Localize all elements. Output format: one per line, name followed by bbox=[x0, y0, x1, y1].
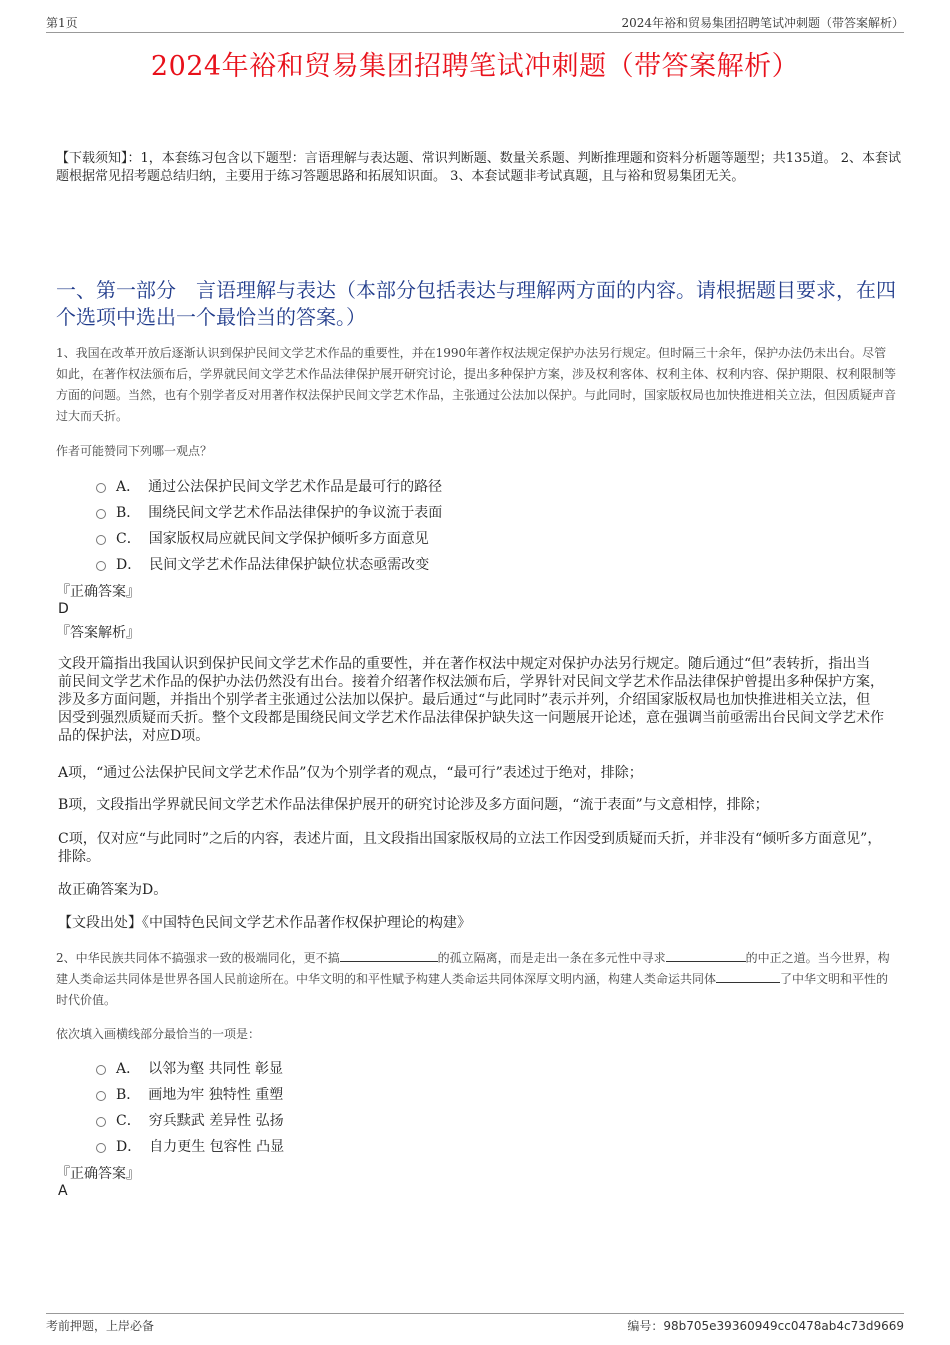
radio-icon[interactable] bbox=[96, 483, 106, 493]
question-2-option-a[interactable]: A． 以邻为壑 共同性 彰显 bbox=[96, 1055, 284, 1081]
blank-2 bbox=[666, 949, 746, 962]
section-heading: 一、第一部分 言语理解与表达（本部分包括表达与理解两方面的内容。请根据题目要求，在四个选项中选出一个最恰当的答案。） bbox=[56, 278, 896, 329]
option-a-note: A项，“通过公法保护民间文学艺术作品”仅为个别学者的观点，“最可行”表述过于绝对，排除； bbox=[58, 765, 643, 781]
page-number: 第1页 bbox=[46, 16, 78, 30]
question-2-option-d[interactable]: D． 自力更生 包容性 凸显 bbox=[96, 1133, 284, 1159]
blank-3 bbox=[716, 970, 780, 983]
answer-value: A bbox=[58, 1183, 68, 1199]
radio-icon[interactable] bbox=[96, 1143, 106, 1153]
question-2-option-c[interactable]: C． 穷兵黩武 差异性 弘扬 bbox=[96, 1107, 284, 1133]
question-1-option-b[interactable]: B． 围绕民间文学艺术作品法律保护的争议流于表面 bbox=[96, 499, 442, 525]
conclusion: 故正确答案为D。 bbox=[58, 882, 168, 898]
header-doc-title: 2024年裕和贸易集团招聘笔试冲刺题（带答案解析） bbox=[621, 16, 904, 30]
question-1-options bbox=[96, 473, 442, 577]
radio-icon[interactable] bbox=[96, 1091, 106, 1101]
blank-1 bbox=[340, 949, 438, 962]
question-2-options bbox=[96, 1055, 284, 1159]
download-notice: 【下载须知】：1，本套练习包含以下题型：言语理解与表达题、常识判断题、数量关系题、判断推理题和资料分析题等题型；共135道。 2、本套试题根据常见招考题总结归纳，主要用于练习答题思路和拓展知识面。 3、本套试题非考试真题，且与裕和贸易集团无关。 bbox=[56, 151, 901, 184]
radio-icon[interactable] bbox=[96, 1065, 106, 1075]
radio-icon[interactable] bbox=[96, 561, 106, 571]
question-1-option-c[interactable]: C． 国家版权局应就民间文学保护倾听多方面意见 bbox=[96, 525, 442, 551]
question-2-prompt: 依次填入画横线部分最恰当的一项是： bbox=[56, 1027, 261, 1041]
radio-icon[interactable] bbox=[96, 535, 106, 545]
answer-label: 『正确答案』 bbox=[56, 1166, 140, 1182]
page-header bbox=[46, 14, 904, 33]
question-2-stem: 2、中华民族共同体不搞强求一致的极端同化，更不搞 的孤立隔离，而是走出一条在多元性中寻求 的中正之道。当今世界，构建人类命运共同体是世界各国人民前途所在。中华文明的和平性赋予构建人类命运共同体深厚文明内涵，构建人类命运共同体 了中华文明和平性的时代价值。 bbox=[56, 951, 890, 1007]
question-2-option-b[interactable]: B． 画地为牢 独特性 重塑 bbox=[96, 1081, 284, 1107]
answer-value: D bbox=[58, 601, 69, 617]
question-1-option-a[interactable]: A． 通过公法保护民间文学艺术作品是最可行的路径 bbox=[96, 473, 442, 499]
radio-icon[interactable] bbox=[96, 509, 106, 519]
radio-icon[interactable] bbox=[96, 1117, 106, 1127]
analysis-text: 文段开篇指出我国认识到保护民间文学艺术作品的重要性，并在著作权法中规定对保护办法另行规定。随后通过“但”表转折，指出当前民间文学艺术作品的保护办法仍然没有出台。接着介绍著作权法颁布后，学界针对民间文学艺术作品法律保护曾提出多种保护方案，涉及多方面问题，并指出个别学者主张通过公法加以保护。最后通过“与此同时”表示并列，介绍国家版权局也加快推进相关立法，但因受到强烈质疑而夭折。整个文段都是围绕民间文学艺术作品法律保护缺失这一问题展开论述，意在强调当前亟需出台民间文学艺术作品的保护法，对应D项。 bbox=[58, 656, 884, 744]
question-1-stem: 1、我国在改革开放后逐渐认识到保护民间文学艺术作品的重要性，并在1990年著作权法规定保护办法另行规定。但时隔三十余年，保护办法仍未出台。尽管如此，在著作权法颁布后，学界就民间文学艺术作品法律保护展开研究讨论，提出多种保护方案，涉及权利客体、权利主体、权利内容、保护期限、权利限制等方面的问题。当然，也有个别学者反对用著作权法保护民间文学艺术作品，主张通过公法加以保护。与此同时，国家版权局也加快推进相关立法，但因质疑声音过大而夭折。 bbox=[56, 346, 897, 423]
option-c-note: C项，仅对应“与此同时”之后的内容，表述片面，且文段指出国家版权局的立法工作因受到质疑而夭折，并非没有“倾听多方面意见”，排除。 bbox=[58, 831, 882, 865]
document-title: 2024年裕和贸易集团招聘笔试冲刺题（带答案解析） bbox=[150, 51, 800, 82]
option-b-note: B项，文段指出学界就民间文学艺术作品法律保护展开的研究讨论涉及多方面问题，“流于表面”与文意相悖，排除； bbox=[58, 797, 769, 813]
question-1-option-d[interactable]: D． 民间文学艺术作品法律保护缺位状态亟需改变 bbox=[96, 551, 442, 577]
page-footer bbox=[46, 1313, 904, 1334]
question-1-prompt: 作者可能赞同下列哪一观点？ bbox=[56, 444, 213, 458]
analysis-label: 『答案解析』 bbox=[56, 625, 140, 641]
document-code: 编号：98b705e39360949cc0478ab4c73d9669 bbox=[627, 1319, 904, 1333]
source-citation: 【文段出处】《中国特色民间文学艺术作品著作权保护理论的构建》 bbox=[58, 915, 471, 931]
footer-slogan: 考前押题，上岸必备 bbox=[46, 1319, 155, 1333]
answer-label: 『正确答案』 bbox=[56, 584, 140, 600]
